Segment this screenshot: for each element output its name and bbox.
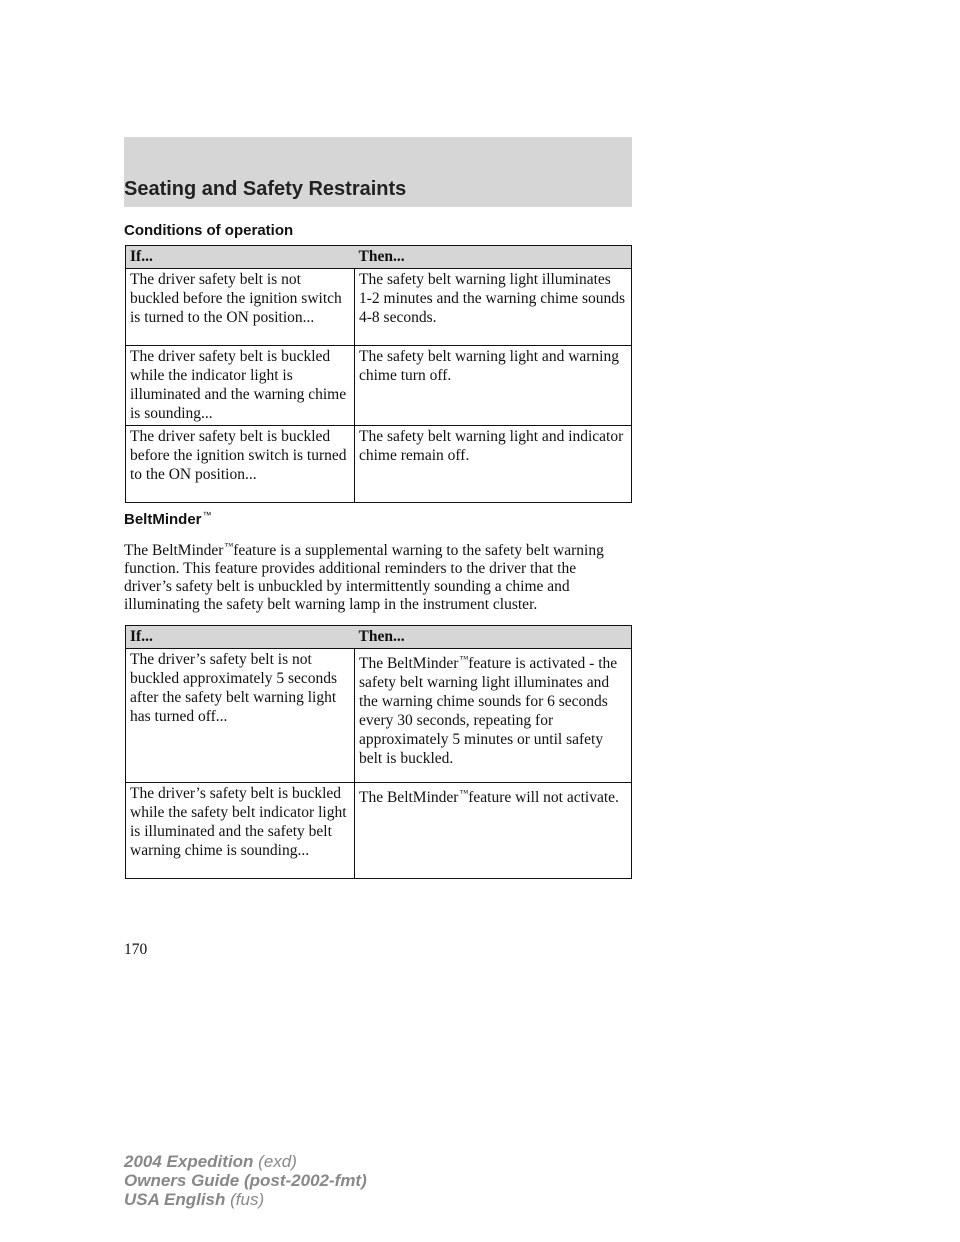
table-cell-if: The driver safety belt is not buckled before the ignition switch is turned to the ON position... (126, 269, 355, 346)
column-header-then: Then... (355, 246, 632, 269)
footer-model: 2004 Expedition (124, 1152, 254, 1171)
table-header-row (126, 626, 632, 649)
footer-line-3 (124, 1190, 367, 1209)
trademark-mark: ™ (459, 788, 469, 798)
trademark-mark: ™ (459, 654, 469, 664)
table-cell-if: The driver safety belt is buckled while the indicator light is illuminated and the warning chime is sounding... (126, 346, 355, 426)
footer-language-code: (fus) (230, 1190, 265, 1209)
table-cell-then (355, 649, 632, 783)
page-number: 170 (124, 941, 148, 958)
column-header-if: If... (126, 626, 355, 649)
table-cell-then (355, 783, 632, 879)
trademark-mark: ™ (202, 510, 212, 520)
footer-line-2: Owners Guide (post-2002-fmt) (124, 1171, 367, 1190)
cell-text-start: The BeltMinder (359, 655, 459, 673)
table-row (126, 269, 632, 346)
column-header-then: Then... (355, 626, 632, 649)
table-cell-if: The driver safety belt is buckled before the ignition switch is turned to the ON position... (126, 426, 355, 503)
beltminder-description (124, 537, 624, 614)
table-row (126, 346, 632, 426)
paragraph-rest: feature is a supplemental warning to the safety belt warning function. This feature provides additional reminders to the driver that the driver’s safety belt is unbuckled by intermittently sounding a chime and illuminating the safety belt warning lamp in the instrument cluster. (124, 542, 604, 614)
table-cell-then: The safety belt warning light illuminates 1-2 minutes and the warning chime sounds 4-8 seconds. (355, 269, 632, 346)
table-row (126, 783, 632, 879)
footer-model-code: (exd) (258, 1152, 297, 1171)
section-title: Seating and Safety Restraints (124, 178, 407, 200)
beltminder-table (125, 625, 632, 879)
table-row (126, 649, 632, 783)
table-cell-then: The safety belt warning light and warning chime turn off. (355, 346, 632, 426)
cell-text-rest: feature is activated - the safety belt warning light illuminates and the warning chime sounds for 6 seconds every 30 seconds, repeating for approximately 5 minutes or until safety belt is buckled. (359, 655, 618, 768)
table-row (126, 426, 632, 503)
table-cell-then: The safety belt warning light and indicator chime remain off. (355, 426, 632, 503)
trademark-mark: ™ (224, 541, 234, 551)
document-footer (124, 1152, 367, 1209)
beltminder-heading (124, 510, 212, 528)
table-cell-if: The driver’s safety belt is not buckled approximately 5 seconds after the safety belt warning light has turned off... (126, 649, 355, 783)
table-cell-if: The driver’s safety belt is buckled while the safety belt indicator light is illuminated and the safety belt warning chime is sounding... (126, 783, 355, 879)
paragraph-start: The BeltMinder (124, 542, 224, 560)
cell-text-start: The BeltMinder (359, 789, 459, 807)
beltminder-heading-text: BeltMinder (124, 511, 202, 528)
column-header-if: If... (126, 246, 355, 269)
conditions-heading: Conditions of operation (124, 222, 294, 239)
footer-line-1 (124, 1152, 367, 1171)
cell-text-rest: feature will not activate. (468, 789, 619, 807)
table-header-row (126, 246, 632, 269)
conditions-table (125, 245, 632, 503)
footer-language: USA English (124, 1190, 226, 1209)
section-header-band (124, 137, 632, 207)
